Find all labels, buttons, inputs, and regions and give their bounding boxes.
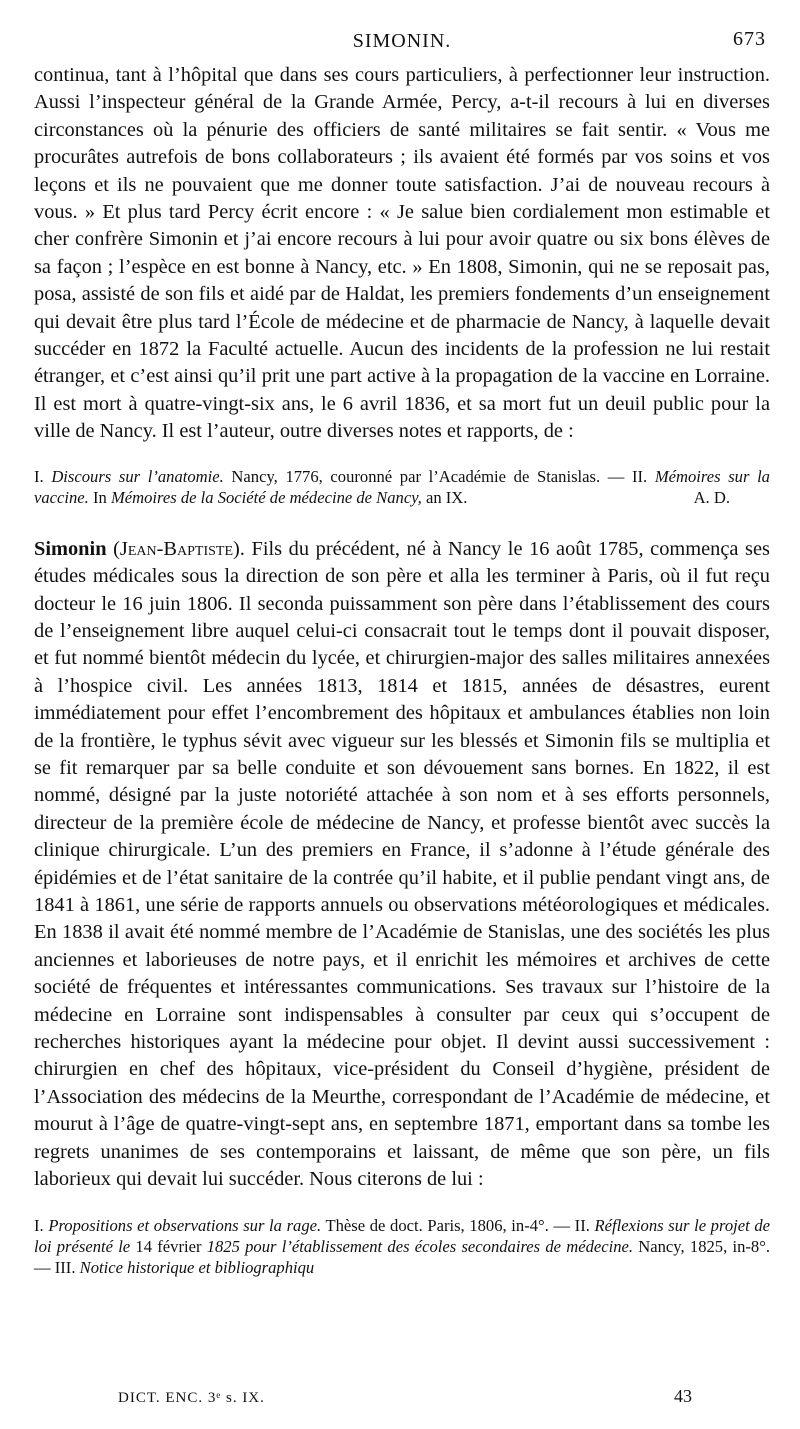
item-number: I. [34,466,44,486]
work-details: Nancy, 1825, in-8°. — III. [34,1237,770,1278]
bibliography-simonin-son [34,1215,770,1278]
work-title: Réflexions sur le projet de loi présenté le [34,1216,770,1257]
work-title: Notice historique et bibliographiqu [79,1258,315,1278]
article-simonin-jean-baptiste [34,536,770,1194]
bibliography-simonin-father [34,466,770,508]
paragraph-continuation: continua, tant à l’hôpital que dans ses cours particuliers, à perfectionner leur instruction. Aussi l’inspecteur général de la Grande Armée, Percy, a-t-il recours à lui en diverses circonstances où la pénurie des officiers de santé militaires se fait sentir. « Vous me procurâtes autrefois de bons collaborateurs ; ils avaient été formés par vos soins et vos leçons et ils ne pouvaient que me donner toute satisfaction. J’ai de nouveau recours à vous. » Et plus tard Percy écrit encore : « Je salue bien cordialement mon estimable et cher confrère Simonin et j’ai encore recours à lui pour avoir quatre ou six bons élèves de sa façon ; l’espèce en est bonne à Nancy, etc. » En 1808, Simonin, qui ne se reposait pas, posa, assisté de son fils et aidé par de Haldat, les premiers fondements d’un enseignement qui devait être plus tard l’École de médecine et de pharmacie de Nancy, à laquelle devait succéder en 1872 la Faculté actuelle. Aucun des incidents de la profession ne lui restait étranger, et c’est ainsi qu’il prit une part active à la propagation de la vaccine en Lorraine. Il est mort à quatre-vingt-six ans, le 6 avril 1836, et sa mort fut un deuil public pour la ville de Nancy. Il est l’auteur, outre diverses notes et rapports, de : [34,64,770,443]
work-title: Propositions et observations sur la rage. [48,1216,322,1236]
work-title: 1825 pour l’établissement des écoles secondaires de médecine. [206,1237,634,1257]
work-date: 14 février [130,1237,207,1257]
work-title: Mémoires sur la vaccine. [34,466,770,507]
work-details: an IX. [421,487,468,507]
headword: Simonin [34,537,107,560]
work-details: Thèse de doct. Paris, 1806, in-4°. — II. [321,1216,595,1236]
running-header [34,28,770,62]
work-source: Mémoires de la Société de médecine de Nancy, [110,487,422,507]
signature-mark: DICT. ENC. 3ᵉ s. IX. [118,1390,265,1406]
work-details: In [88,487,111,507]
author-signature: A. D. [693,487,730,507]
item-number: I. [34,1216,44,1236]
article-text: Fils du précédent, né à Nancy le 16 août 1785, commença ses études médicales sous la direction de son père et alla les terminer à Paris, où il fut reçu docteur le 16 juin 1806. Il seconda puissamment son père dans l’établissement des cours de l’enseignement libre auquel celui-ci consacrait tout le temps dont il pouvait disposer, et fut nommé bientôt médecin du lycée, et chirurgien-major des salles militaires annexées à l’hospice civil. Les années 1813, 1814 et 1815, années de désastres, eurent immédiatement pour effet l’encombrement des hôpitaux et ambulances établies non loin de la frontière, le typhus sévit avec vigueur sur les blessés et Simonin fils se multiplia et se fit remarquer par sa belle conduite et son dévouement sans bornes. En 1822, il est nommé, désigné par la juste notoriété attachée à son nom et à ses efforts personnels, directeur de la première école de médecine de Nancy, et professe bientôt avec succès la clinique chirurgicale. L’un des premiers en France, il s’adonne à l’étude générale des épidémies et de l’état sanitaire de la contrée qu’il habite, et il publie pendant vingt ans, de 1841 à 1861, une série de rapports annuels ou observations météorologiques et médicales. En 1838 il avait été nommé membre de l’Académie de Stanislas, une des sociétés les plus anciennes et laborieuses de notre pays, et il enrichit les mémoires et archives de cette société de fréquentes et intéressantes communications. Ses travaux sur l’histoire de la médecine en Lorraine sont indispensables à consulter par ceux qui s’occupent de recherches historiques ayant la médecine pour objet. Il devint aussi successivement : chirurgien en chef des hôpitaux, vice-président du Conseil d’hygiène, président de l’Association des médecins de la Meurthe, correspondant de l’Académie de médecine, et mourut à l’âge de quatre-vingt-sept ans, en septembre 1871, emportant dans sa tombe les regrets unanimes de ses contemporains et laissant, de même que son père, un fils laborieux qui devait lui succéder. Nous citerons de lui : [34,537,770,1191]
given-names: (Jean-Baptiste). [113,537,245,560]
page-number: 673 [733,28,766,50]
running-title: SIMONIN. [352,30,452,52]
work-details: Nancy, 1776, couronné par l’Académie de Stanislas. — II. [223,466,655,486]
sheet-number: 43 [674,1386,692,1406]
work-title: Discours sur l’anatomie. [51,466,224,486]
